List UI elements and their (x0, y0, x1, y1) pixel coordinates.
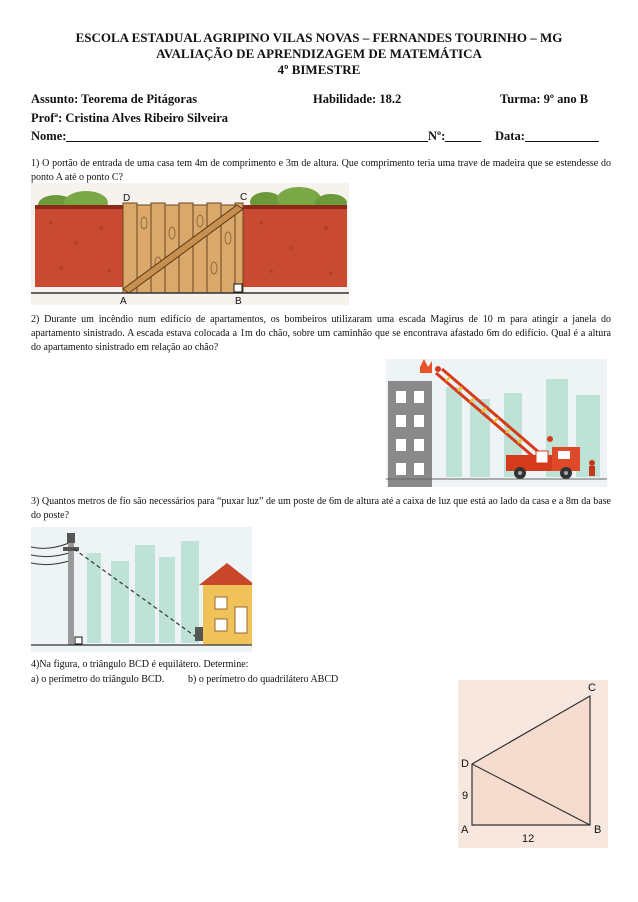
school-name: ESCOLA ESTADUAL AGRIPINO VILAS NOVAS – FERNANDES TOURINHO – MG (75, 30, 563, 45)
number-field[interactable] (445, 129, 481, 142)
skill: Habilidade: 18.2 (313, 92, 402, 106)
question-4: 4)Na figura, o triângulo BCD é equilátero. Determine: (31, 659, 249, 670)
question-3: 3) Quantos metros de fio são necessários para “puxar luz” de um poste de 6m de altura até a caixa de luz que está ao lado da casa e a 8m da base do poste? (31, 496, 611, 521)
period: 4º BIMESTRE (277, 62, 361, 77)
number-label: Nº: (428, 129, 446, 143)
question-4a: a) o perímetro do triângulo BCD. (31, 674, 165, 685)
pole-figure (31, 527, 252, 652)
gate-label-d: D (123, 193, 131, 204)
quad-label-d: D (461, 758, 469, 770)
quad-side-ab: 12 (522, 833, 535, 845)
quadrilateral-figure (458, 680, 608, 848)
quad-label-a: A (461, 824, 469, 836)
gate-label-a: A (120, 296, 127, 305)
subject: Assunto: Teorema de Pitágoras (31, 92, 198, 106)
number-line[interactable] (428, 129, 481, 144)
gate-label-c: C (240, 192, 248, 203)
fire-truck-figure (386, 359, 607, 487)
assessment-title: AVALIAÇÃO DE APRENDIZAGEM DE MATEMÁTICA (156, 46, 482, 61)
gate-label-b: B (235, 296, 242, 305)
date-line[interactable] (495, 129, 599, 144)
gate-figure (31, 183, 349, 305)
question-2: 2) Durante um incêndio num edifício de apartamentos, os bombeiros utilizaram uma escada Magirus de 10 m para atingir a janela do apartamento sinistrado. A escada estava colocada a 1m do chão, sobre um caminhão que se encontrava afastado 6m do edifício. Qual é a altura do apartamento sinistrado em relação ao chão? (31, 314, 611, 353)
date-field[interactable] (525, 129, 599, 142)
date-label: Data: (495, 129, 525, 143)
question-1: 1) O portão de entrada de uma casa tem 4m de comprimento e 3m de altura. Que comprimento teria uma trave de madeira que se estendesse do ponto A até o ponto C? (31, 158, 611, 183)
teacher: Profª: Cristina Alves Ribeiro Silveira (31, 111, 229, 125)
question-4b: b) o perímetro do quadrilátero ABCD (188, 674, 339, 685)
quad-side-ad: 9 (462, 790, 469, 802)
name-field[interactable] (66, 129, 428, 142)
quad-label-b: B (594, 824, 602, 836)
name-line[interactable] (31, 129, 428, 144)
class: Turma: 9º ano B (500, 92, 589, 106)
quad-label-c: C (588, 682, 596, 694)
name-label: Nome: (31, 129, 67, 143)
